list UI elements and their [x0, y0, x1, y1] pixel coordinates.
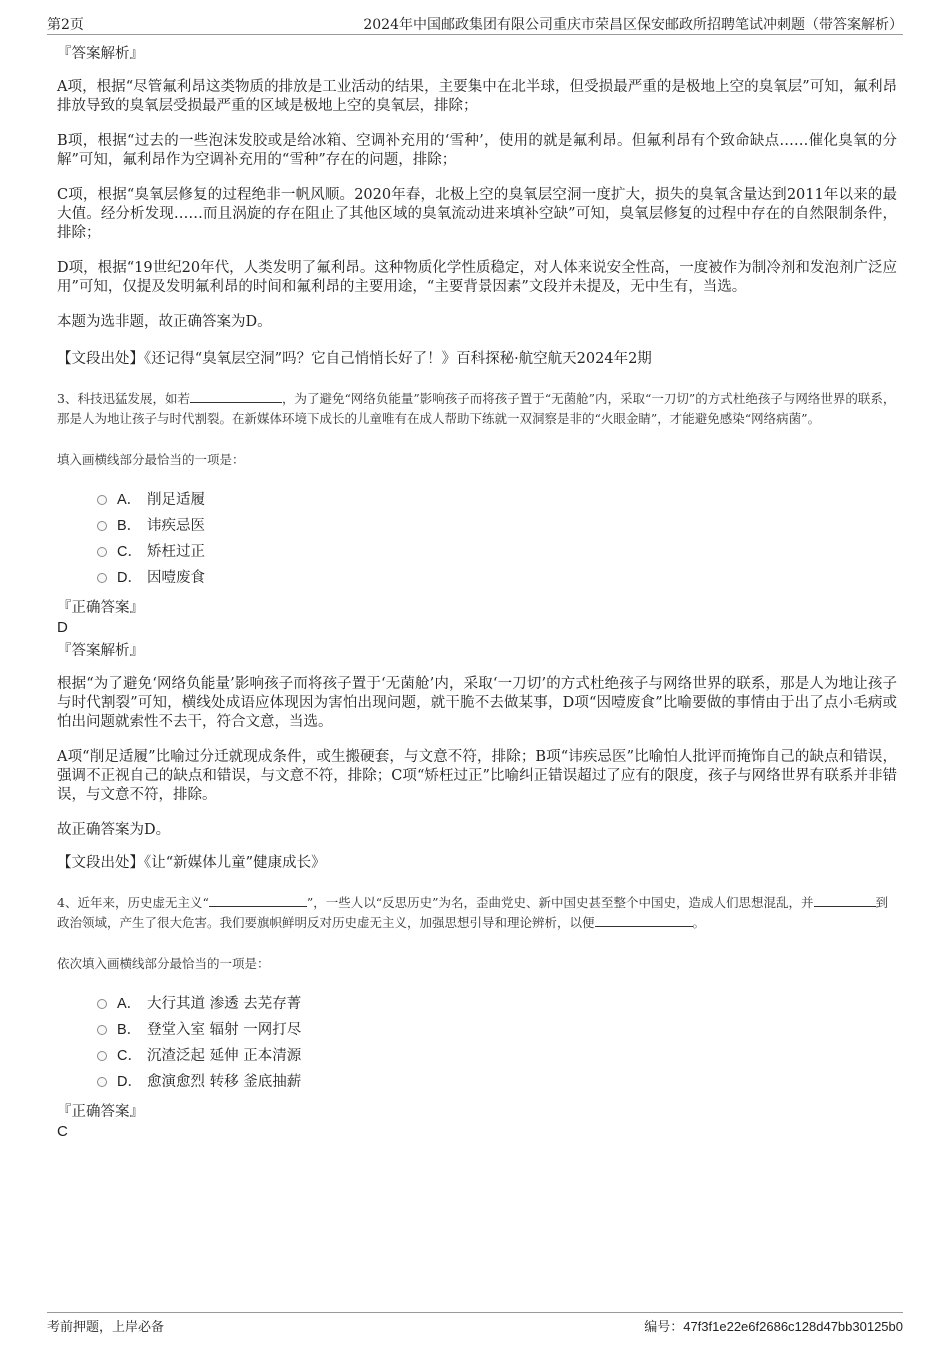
radio-icon[interactable] [97, 495, 107, 505]
q3-answer: D [57, 619, 68, 636]
q4-question: 4、近年来，历史虚无主义“ ”，一些人以“反思历史”为名，歪曲党史、新中国史甚至整个中国史，造成人们思想混乱，并 到政治领域，产生了很大危害。我们要旗帜鲜明反对历史虚无主义，加强思想引导和理论辨析，以便 。 [57, 895, 889, 930]
q4-answer-label: 『正确答案』 [57, 1104, 144, 1120]
q2-analysis-para-b: B项，根据“过去的一些泡沫发胶或是给冰箱、空调补充用的‘雪种’，使用的就是氟利昂。但氟利昂有个致命缺点……催化臭氧的分解”可知，氟利昂作为空调补充用的“雪种”存在的问题，排除； [57, 133, 897, 168]
q3-option-b[interactable]: B． 讳疾忌医 [97, 513, 897, 539]
q4-blank-3 [595, 914, 693, 927]
q4-prompt: 依次填入画横线部分最恰当的一项是： [57, 956, 270, 971]
q3-analysis-para-1: 根据“为了避免‘网络负能量’影响孩子而将孩子置于‘无菌舱’内，采取‘一刀切’的方式杜绝孩子与网络世界的联系，那是人为地让孩子与时代割裂”可知，横线处成语应体现因为害怕出现问题，就干脆不去做某事，D项“因噎废食”比喻要做的事情由于出了点小毛病或怕出问题就索性不去干，符合文意，当选。 [57, 676, 897, 730]
q2-analysis-para-d: D项，根据“19世纪20年代，人类发明了氟利昂。这种物质化学性质稳定，对人体来说安全性高，一度被作为制冷剂和发泡剂广泛应用”可知，仅提及发明氟利昂的时间和氟利昂的主要用途，“主要背景因素”文段并未提及，无中生有，当选。 [57, 260, 897, 295]
q4-blank-1 [209, 894, 307, 907]
page-header [47, 12, 903, 35]
radio-icon[interactable] [97, 1077, 107, 1087]
radio-icon[interactable] [97, 999, 107, 1009]
q3-option-c[interactable]: C． 矫枉过正 [97, 539, 897, 565]
q4-option-d[interactable]: D． 愈演愈烈 转移 釜底抽薪 [97, 1069, 897, 1095]
q4-option-b[interactable]: B． 登堂入室 辐射 一网打尽 [97, 1017, 897, 1043]
radio-icon[interactable] [97, 573, 107, 583]
q3-option-d[interactable]: D． 因噎废食 [97, 565, 897, 591]
q3-blank [190, 390, 282, 403]
page-footer [47, 1312, 903, 1335]
footer-slogan: 考前押题，上岸必备 [47, 1320, 165, 1335]
q2-analysis-para-c: C项，根据“臭氧层修复的过程绝非一帆风顺。2020年春，北极上空的臭氧层空洞一度扩大，损失的臭氧含量达到2011年以来的最大值。经分析发现……而且涡旋的存在阻止了其他区域的臭氧流动进来填补空缺”可知，臭氧层修复的过程中存在的自然限制条件，排除； [57, 187, 897, 241]
q3-options [97, 487, 897, 591]
q4-blank-2 [814, 894, 876, 907]
document-code: 编号：47f3f1e22e6f2686c128d47bb30125b0 [644, 1319, 903, 1334]
radio-icon[interactable] [97, 521, 107, 531]
q2-analysis-para-a: A项，根据“尽管氟利昂这类物质的排放是工业活动的结果，主要集中在北半球，但受损最严重的是极地上空的臭氧层”可知，氟利昂排放导致的臭氧层受损最严重的区域是极地上空的臭氧层，排除； [57, 79, 897, 114]
q3-answer-label: 『正确答案』 [57, 600, 144, 616]
q3-source: 【文段出处】《让“新媒体儿童”健康成长》 [57, 855, 326, 871]
radio-icon[interactable] [97, 1051, 107, 1061]
q3-prompt: 填入画横线部分最恰当的一项是： [57, 452, 245, 467]
document-title: 2024年中国邮政集团有限公司重庆市荣昌区保安邮政所招聘笔试冲刺题（带答案解析） [363, 17, 903, 33]
q3-option-a[interactable]: A． 削足适履 [97, 487, 897, 513]
q4-options [97, 991, 897, 1095]
q4-option-c[interactable]: C． 沉渣泛起 延伸 正本清源 [97, 1043, 897, 1069]
q4-option-a[interactable]: A． 大行其道 渗透 去芜存菁 [97, 991, 897, 1017]
q2-conclusion: 本题为选非题，故正确答案为D。 [57, 314, 272, 330]
page-number: 第2页 [47, 17, 84, 33]
q3-conclusion: 故正确答案为D。 [57, 822, 171, 838]
radio-icon[interactable] [97, 547, 107, 557]
q3-question: 3、科技迅猛发展，如若 ，为了避免“网络负能量”影响孩子而将孩子置于“无菌舱”内，采取“一刀切”的方式杜绝孩子与网络世界的联系，那是人为地让孩子与时代割裂。在新媒体环境下成长的儿童唯有在成人帮助下练就一双洞察是非的“火眼金睛”，才能避免感染“网络病菌”。 [57, 391, 896, 426]
q3-analysis-label: 『答案解析』 [57, 643, 144, 659]
main-content [57, 44, 897, 1145]
q4-answer: C [57, 1123, 68, 1140]
radio-icon[interactable] [97, 1025, 107, 1035]
q2-source: 【文段出处】《还记得“臭氧层空洞”吗？它自己悄悄长好了！》百科探秘·航空航天2024年2期 [57, 351, 652, 367]
q2-analysis-label: 『答案解析』 [57, 46, 144, 62]
q3-analysis-para-2: A项“削足适履”比喻过分迁就现成条件，或生搬硬套，与文意不符，排除；B项“讳疾忌医”比喻怕人批评而掩饰自己的缺点和错误，强调不正视自己的缺点和错误，与文意不符，排除；C项“矫枉过正”比喻纠正错误超过了应有的限度，孩子与网络世界有联系并非错误，与文意不符，排除。 [57, 749, 897, 803]
